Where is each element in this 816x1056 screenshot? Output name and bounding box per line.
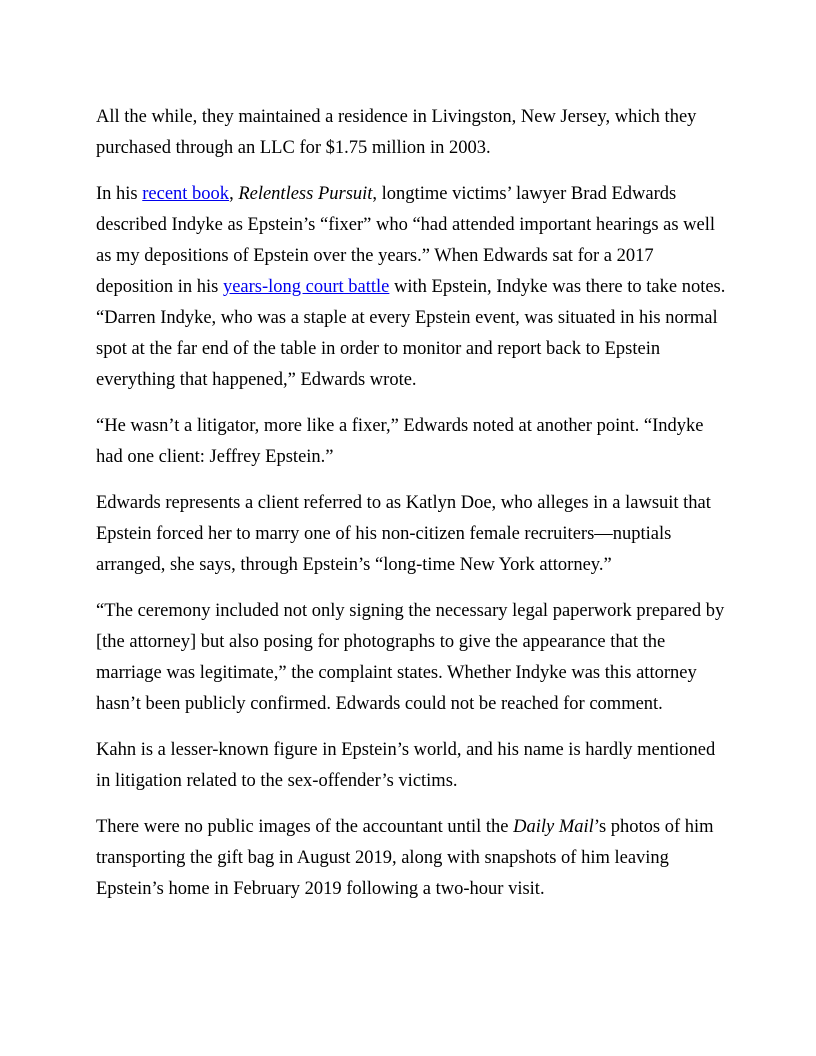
paragraph-6 <box>96 735 726 797</box>
court-battle-link[interactable]: years-long court battle <box>222 277 390 297</box>
paragraph-4 <box>96 488 726 581</box>
recent-book-link[interactable]: recent book <box>142 184 230 204</box>
document-body <box>96 102 726 920</box>
paragraph-6-text: Kahn is a lesser-known figure in Epstein’s world, and his name is hardly mentioned in litigation related to the sex-offender’s victims. <box>96 740 716 791</box>
paragraph-2 <box>96 179 726 396</box>
paragraph-2-text-d: with Epstein, Indyke was there to take notes. “Darren Indyke, who was a staple at every Epstein event, was situated in his normal spot at the far end of the table in order to monitor and report back to Epstein everything that happened,” Edwards wrote. <box>96 277 726 390</box>
paragraph-7 <box>96 812 726 905</box>
paragraph-3-text: “He wasn’t a litigator, more like a fixer,” Edwards noted at another point. “Indyke had one client: Jeffrey Epstein.” <box>96 416 704 467</box>
paragraph-7-text-b: ’s photos of him transporting the gift bag in August 2019, along with snapshots of him leaving Epstein’s home in February 2019 following a two-hour visit. <box>96 817 714 899</box>
paragraph-2-text-a: In his <box>96 184 143 204</box>
paragraph-7-text-a: There were no public images of the accountant until the <box>96 817 514 837</box>
paragraph-2-text-c: , longtime victims’ lawyer Brad Edwards described Indyke as Epstein’s “fixer” who “had attended important hearings as well as my depositions of Epstein over the years.” When Edwards sat for a 2017 deposition in his <box>96 184 716 297</box>
paragraph-5-text: “The ceremony included not only signing the necessary legal paperwork prepared by [the attorney] but also posing for photographs to give the appearance that the marriage was legitimate,” the complaint states. Whether Indyke was this attorney hasn’t been publicly confirmed. Edwards could not be reached for comment. <box>96 601 725 714</box>
paragraph-1 <box>96 102 726 164</box>
paragraph-1-text: All the while, they maintained a residence in Livingston, New Jersey, which they purchased through an LLC for $1.75 million in 2003. <box>96 107 697 158</box>
paragraph-3 <box>96 411 726 473</box>
publication-name: Daily Mail <box>513 817 594 837</box>
book-title: Relentless Pursuit <box>238 184 373 204</box>
paragraph-4-text: Edwards represents a client referred to as Katlyn Doe, who alleges in a lawsuit that Epstein forced her to marry one of his non-citizen female recruiters—nuptials arranged, she says, through Epstein’s “long-time New York attorney.” <box>96 493 711 575</box>
paragraph-2-text-b: , <box>229 184 239 204</box>
paragraph-5 <box>96 596 726 720</box>
